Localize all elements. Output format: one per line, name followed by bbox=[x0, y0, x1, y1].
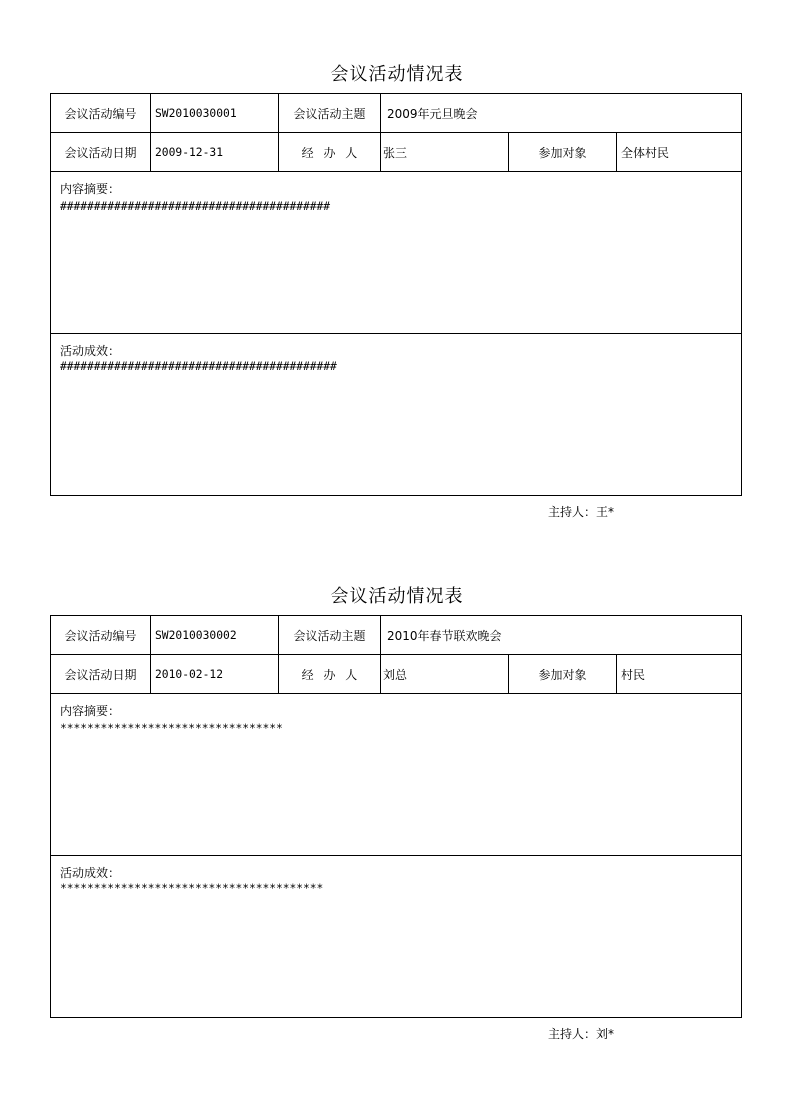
row-divider bbox=[51, 333, 741, 334]
participants-value: 全体村民 bbox=[621, 145, 670, 160]
id-value: SW2010030002 bbox=[155, 628, 237, 642]
row-divider bbox=[51, 171, 741, 172]
date-value: 2010-02-12 bbox=[155, 667, 224, 681]
form-title: 会议活动情况表 bbox=[330, 64, 464, 85]
theme-label: 会议活动主题 bbox=[293, 628, 366, 643]
effect-label: 活动成效： bbox=[60, 344, 121, 358]
handler-label: 经 办 人 bbox=[301, 667, 358, 682]
row-divider bbox=[51, 693, 741, 694]
host-label: 主持人：王* bbox=[548, 505, 615, 519]
theme-value: 2010年春节联欢晚会 bbox=[387, 628, 502, 643]
date-label: 会议活动日期 bbox=[64, 145, 137, 160]
id-value: SW2010030001 bbox=[155, 106, 237, 120]
handler-value: 刘总 bbox=[383, 667, 408, 682]
participants-label: 参加对象 bbox=[538, 145, 587, 160]
form-title: 会议活动情况表 bbox=[330, 586, 464, 607]
id-label: 会议活动编号 bbox=[64, 628, 137, 643]
effect-label: 活动成效： bbox=[60, 866, 121, 880]
summary-text: ********************************* bbox=[60, 722, 283, 735]
theme-value: 2009年元旦晚会 bbox=[387, 106, 478, 121]
handler-value: 张三 bbox=[383, 145, 408, 160]
date-value: 2009-12-31 bbox=[155, 145, 224, 159]
host-label: 主持人：刘* bbox=[548, 1027, 615, 1041]
form-table bbox=[50, 93, 742, 496]
form-table bbox=[50, 615, 742, 1018]
date-label: 会议活动日期 bbox=[64, 667, 137, 682]
participants-label: 参加对象 bbox=[538, 667, 587, 682]
handler-label: 经 办 人 bbox=[301, 145, 358, 160]
effect-text: *************************************** bbox=[60, 882, 324, 895]
summary-text: ######################################## bbox=[60, 200, 331, 213]
row-divider bbox=[51, 855, 741, 856]
theme-label: 会议活动主题 bbox=[293, 106, 366, 121]
summary-label: 内容摘要： bbox=[60, 182, 121, 196]
effect-text: ######################################### bbox=[60, 360, 337, 373]
summary-label: 内容摘要： bbox=[60, 704, 121, 718]
id-label: 会议活动编号 bbox=[64, 106, 137, 121]
participants-value: 村民 bbox=[621, 667, 646, 682]
